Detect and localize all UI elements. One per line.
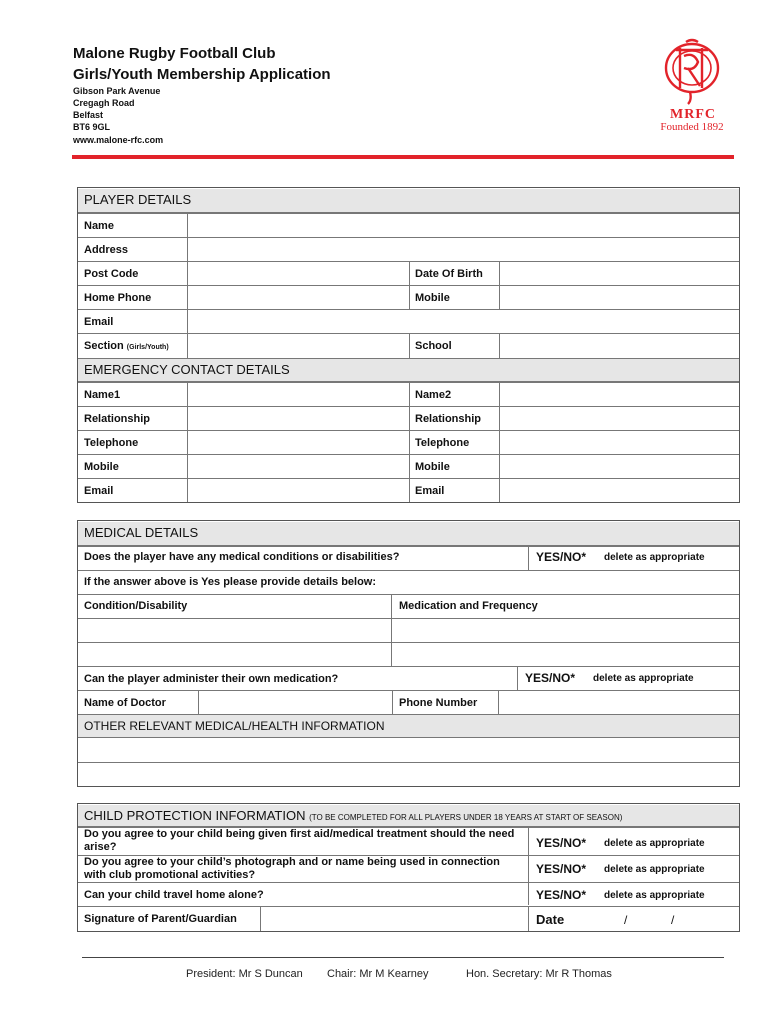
- postcode-label: Post Code: [84, 268, 139, 280]
- signature-field[interactable]: [261, 907, 528, 931]
- player-name-field[interactable]: [188, 214, 739, 237]
- other-medical-field[interactable]: [79, 763, 739, 786]
- mobile2-label: Mobile: [415, 461, 450, 473]
- condition-field[interactable]: [79, 643, 390, 666]
- president-text: President: Mr S Duncan: [186, 968, 303, 980]
- yes-no-option[interactable]: YES/NO*: [536, 862, 587, 876]
- divider: [409, 285, 410, 309]
- divider: [517, 666, 518, 690]
- section-title: OTHER RELEVANT MEDICAL/HEALTH INFORMATION: [84, 719, 385, 733]
- email2-label: Email: [415, 485, 445, 497]
- signature-label: Signature of Parent/Guardian: [84, 913, 237, 925]
- mobile1-label: Mobile: [84, 461, 119, 473]
- condition-header: Condition/Disability: [84, 600, 188, 612]
- child-protection-heading: [78, 805, 739, 827]
- travel-alone-question: Can your child travel home alone?: [84, 889, 264, 901]
- doctor-label: Name of Doctor: [84, 697, 166, 709]
- date-field[interactable]: [566, 907, 739, 931]
- club-logo: [650, 38, 730, 138]
- section-title: PLAYER DETAILS: [84, 192, 192, 207]
- address-label: Address: [84, 244, 129, 256]
- section-field[interactable]: [188, 334, 409, 358]
- divider: [409, 382, 410, 406]
- divider: [528, 906, 529, 931]
- delete-note: delete as appropriate: [593, 673, 694, 684]
- name1-label: Name1: [84, 389, 121, 401]
- doctor-field[interactable]: [199, 691, 392, 714]
- telephone2-field[interactable]: [500, 431, 739, 454]
- player-details-heading: [78, 189, 739, 213]
- email1-field[interactable]: [188, 479, 409, 502]
- address-line: BT6 9GL: [73, 122, 111, 132]
- address-line: Gibson Park Avenue: [73, 86, 161, 96]
- divider: [409, 333, 410, 358]
- date-separator: /: [671, 913, 675, 927]
- logo-founded: Founded 1892: [660, 121, 724, 133]
- other-medical-field[interactable]: [79, 739, 739, 762]
- school-field[interactable]: [500, 334, 739, 358]
- date-separator: /: [624, 913, 628, 927]
- photo-consent-question: Do you agree to your child’s photograph and or name being used in connection with club promotional activities?: [84, 856, 500, 881]
- phone-number-label: Phone Number: [399, 697, 478, 709]
- medication-field[interactable]: [392, 619, 739, 642]
- mobile1-field[interactable]: [188, 455, 409, 478]
- address-line: Cregagh Road: [73, 98, 135, 108]
- dob-field[interactable]: [500, 262, 739, 285]
- mobile2-field[interactable]: [500, 455, 739, 478]
- relationship2-field[interactable]: [500, 407, 739, 430]
- secretary-text: Hon. Secretary: Mr R Thomas: [466, 968, 612, 980]
- divider: [528, 546, 529, 570]
- delete-note: delete as appropriate: [604, 552, 705, 563]
- name2-field[interactable]: [500, 383, 739, 406]
- mobile-label: Mobile: [415, 292, 450, 304]
- telephone1-label: Telephone: [84, 437, 139, 449]
- home-phone-label: Home Phone: [84, 292, 152, 304]
- section-label-text: Section: [84, 340, 124, 352]
- divider: [409, 406, 410, 430]
- condition-field[interactable]: [79, 619, 390, 642]
- medication-header: Medication and Frequency: [399, 600, 538, 612]
- details-prompt: If the answer above is Yes please provide details below:: [84, 576, 377, 588]
- divider: [409, 261, 410, 285]
- name-label: Name: [84, 220, 114, 232]
- telephone1-field[interactable]: [188, 431, 409, 454]
- postcode-field[interactable]: [188, 262, 409, 285]
- name1-field[interactable]: [188, 383, 409, 406]
- name2-label: Name2: [415, 389, 452, 401]
- website-link[interactable]: www.malone-rfc.com: [73, 135, 164, 145]
- other-medical-heading: [78, 714, 739, 738]
- chair-text: Chair: Mr M Kearney: [327, 968, 429, 980]
- player-email-field[interactable]: [188, 310, 739, 333]
- medical-conditions-question: Does the player have any medical conditions or disabilities?: [84, 551, 400, 563]
- relationship2-label: Relationship: [415, 413, 482, 425]
- section-note: (TO BE COMPLETED FOR ALL PLAYERS UNDER 18 YEARS AT START OF SEASON): [309, 813, 623, 822]
- medical-heading: [78, 522, 739, 546]
- divider: [409, 430, 410, 454]
- footer-divider: [82, 957, 724, 958]
- section-label: [84, 339, 169, 355]
- divider: [409, 478, 410, 502]
- relationship1-field[interactable]: [188, 407, 409, 430]
- mobile-field[interactable]: [500, 286, 739, 309]
- doctor-phone-field[interactable]: [499, 691, 739, 714]
- form-title: Girls/Youth Membership Application: [73, 66, 331, 83]
- yes-no-option[interactable]: YES/NO*: [525, 671, 576, 685]
- club-address: [73, 85, 163, 146]
- email2-field[interactable]: [500, 479, 739, 502]
- header-divider: [72, 155, 734, 159]
- delete-note: delete as appropriate: [604, 890, 705, 901]
- divider: [392, 690, 393, 714]
- club-name: Malone Rugby Football Club: [73, 45, 276, 62]
- telephone2-label: Telephone: [415, 437, 470, 449]
- email1-label: Email: [84, 485, 114, 497]
- section-title: MEDICAL DETAILS: [84, 525, 199, 540]
- first-aid-question: Do you agree to your child being given first aid/medical treatment should the need arise?: [84, 828, 515, 853]
- section-title: CHILD PROTECTION INFORMATION: [84, 808, 306, 823]
- divider: [409, 454, 410, 478]
- delete-note: delete as appropriate: [604, 838, 705, 849]
- dob-label: Date Of Birth: [415, 268, 483, 280]
- self-medication-question: Can the player administer their own medication?: [84, 673, 339, 685]
- section-note: (Girls/Youth): [126, 344, 169, 351]
- logo-letters: MRFC: [670, 107, 716, 122]
- school-label: School: [415, 340, 452, 352]
- delete-note: delete as appropriate: [604, 864, 705, 875]
- yes-no-option[interactable]: YES/NO*: [536, 888, 587, 902]
- yes-no-option[interactable]: YES/NO*: [536, 550, 587, 564]
- emergency-heading: [78, 358, 739, 382]
- address-line: Belfast: [73, 110, 104, 120]
- player-address-field[interactable]: [188, 238, 739, 261]
- yes-no-option[interactable]: YES/NO*: [536, 836, 587, 850]
- section-title: EMERGENCY CONTACT DETAILS: [84, 362, 290, 377]
- home-phone-field[interactable]: [188, 286, 409, 309]
- relationship1-label: Relationship: [84, 413, 151, 425]
- medication-field[interactable]: [392, 643, 739, 666]
- date-label: Date: [536, 912, 565, 927]
- email-label: Email: [84, 316, 114, 328]
